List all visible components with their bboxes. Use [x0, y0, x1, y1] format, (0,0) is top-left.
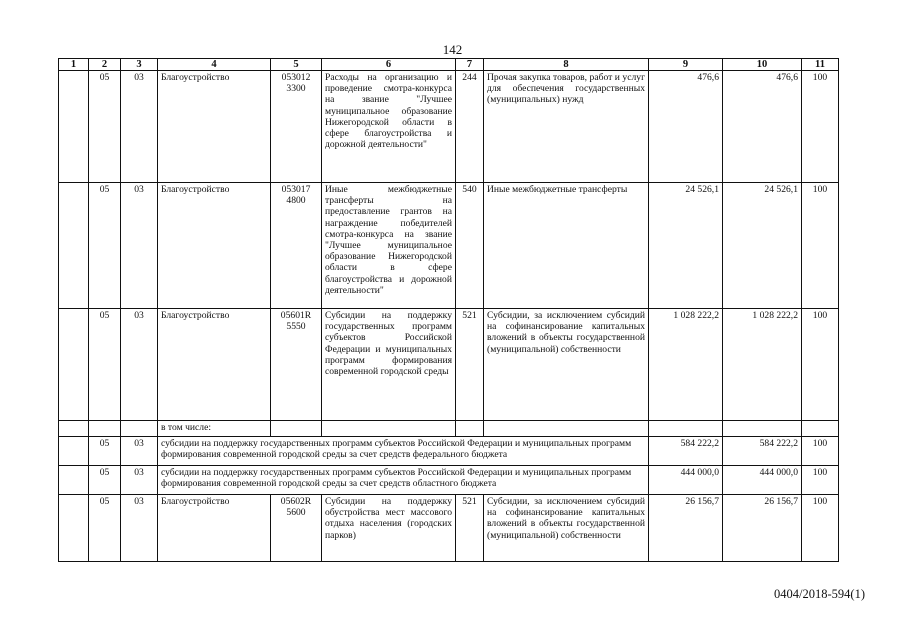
- cell-section: 05: [89, 466, 121, 495]
- cell-target-description: Субсидии на поддержку обустройства мест массового отдыха населения (городских парков): [322, 495, 456, 562]
- cell-actual-amount: 1 028 222,2: [723, 309, 802, 421]
- cell-empty: [649, 421, 723, 437]
- cell-empty: [802, 421, 839, 437]
- table-row: [59, 71, 839, 183]
- cell-plan-amount: 476,6: [649, 71, 723, 183]
- cell-percent: 100: [802, 183, 839, 309]
- cell-actual-amount: 26 156,7: [723, 495, 802, 562]
- cell-actual-amount: 476,6: [723, 71, 802, 183]
- cell-actual-amount: 584 222,2: [723, 437, 802, 466]
- column-header-5: 5: [271, 59, 322, 71]
- cell-percent: 100: [802, 495, 839, 562]
- cell-section: 05: [89, 437, 121, 466]
- cell-name: Благоустройство: [158, 309, 271, 421]
- subsidy-description: субсидии на поддержку государственных программ субъектов Российской Федерации и муниципальных программ формирования современной городской среды за счет средств областного бюджета: [158, 466, 649, 495]
- cell-percent: 100: [802, 71, 839, 183]
- cell-empty: [456, 421, 484, 437]
- cell-empty: [89, 421, 121, 437]
- column-header-7: 7: [456, 59, 484, 71]
- document-code: 0404/2018-594(1): [774, 587, 865, 601]
- cell-expense-code: 244: [456, 71, 484, 183]
- cell-expense-code: 521: [456, 309, 484, 421]
- cell-subsection: 03: [121, 309, 158, 421]
- cell-empty: [59, 437, 89, 466]
- table-row: [59, 309, 839, 421]
- cell-empty: [121, 421, 158, 437]
- cell-subsection: 03: [121, 183, 158, 309]
- cell-name: Благоустройство: [158, 183, 271, 309]
- cell-empty: [59, 421, 89, 437]
- column-header-10: 10: [723, 59, 802, 71]
- including-row: [59, 421, 839, 437]
- cell-target-code: 053012 3300: [271, 71, 322, 183]
- cell-plan-amount: 24 526,1: [649, 183, 723, 309]
- cell-target-code: 053017 4800: [271, 183, 322, 309]
- cell-plan-amount: 26 156,7: [649, 495, 723, 562]
- cell-expense-description: Субсидии, за исключением субсидий на софинансирование капитальных вложений в объекты государственной (муниципальной) собственности: [484, 309, 649, 421]
- cell-plan-amount: 1 028 222,2: [649, 309, 723, 421]
- cell-empty: [484, 421, 649, 437]
- table-row: [59, 183, 839, 309]
- cell-empty: [271, 421, 322, 437]
- cell-plan-amount: 444 000,0: [649, 466, 723, 495]
- cell-empty: [59, 466, 89, 495]
- cell-subsection: 03: [121, 466, 158, 495]
- cell-percent: 100: [802, 437, 839, 466]
- subsidy-subrow: [59, 437, 839, 466]
- column-header-2: 2: [89, 59, 121, 71]
- subsidy-description: субсидии на поддержку государственных программ субъектов Российской Федерации и муниципальных программ формирования современной городской среды за счет средств федерального бюджета: [158, 437, 649, 466]
- cell-col1: [59, 495, 89, 562]
- cell-section: 05: [89, 183, 121, 309]
- cell-empty: [322, 421, 456, 437]
- column-header-6: 6: [322, 59, 456, 71]
- column-header-8: 8: [484, 59, 649, 71]
- cell-expense-description: Субсидии, за исключением субсидий на софинансирование капитальных вложений в объекты государственной (муниципальной) собственности: [484, 495, 649, 562]
- cell-name: Благоустройство: [158, 495, 271, 562]
- subsidy-subrow: [59, 466, 839, 495]
- cell-section: 05: [89, 495, 121, 562]
- cell-percent: 100: [802, 309, 839, 421]
- page-number: 142: [442, 42, 463, 57]
- cell-actual-amount: 24 526,1: [723, 183, 802, 309]
- column-header-11: 11: [802, 59, 839, 71]
- cell-name: Благоустройство: [158, 71, 271, 183]
- cell-target-code: 05602R 5600: [271, 495, 322, 562]
- cell-expense-description: Иные межбюджетные трансферты: [484, 183, 649, 309]
- column-header-4: 4: [158, 59, 271, 71]
- cell-target-code: 05601R 5550: [271, 309, 322, 421]
- budget-table: [58, 58, 839, 562]
- column-header-1: 1: [59, 59, 89, 71]
- cell-actual-amount: 444 000,0: [723, 466, 802, 495]
- cell-col1: [59, 71, 89, 183]
- cell-expense-description: Прочая закупка товаров, работ и услуг для обеспечения государственных (муниципальных) нужд: [484, 71, 649, 183]
- cell-col1: [59, 183, 89, 309]
- column-header-3: 3: [121, 59, 158, 71]
- cell-subsection: 03: [121, 437, 158, 466]
- cell-section: 05: [89, 309, 121, 421]
- column-header-9: 9: [649, 59, 723, 71]
- table-row: [59, 495, 839, 562]
- cell-plan-amount: 584 222,2: [649, 437, 723, 466]
- cell-target-description: Субсидии на поддержку государственных программ субъектов Российской Федерации и муниципальных программ формирования современной городской среды: [322, 309, 456, 421]
- cell-expense-code: 521: [456, 495, 484, 562]
- header-row: [59, 59, 839, 71]
- cell-subsection: 03: [121, 495, 158, 562]
- cell-expense-code: 540: [456, 183, 484, 309]
- cell-target-description: Иные межбюджетные трансферты на предоставление грантов на награждение победителей смотра-конкурса на звание "Лучшее муниципальное образование Нижегородской области в сфере благоустройства и дорожной деятельности": [322, 183, 456, 309]
- cell-percent: 100: [802, 466, 839, 495]
- cell-col1: [59, 309, 89, 421]
- cell-empty: [723, 421, 802, 437]
- including-label: в том числе:: [158, 421, 271, 437]
- cell-section: 05: [89, 71, 121, 183]
- cell-subsection: 03: [121, 71, 158, 183]
- cell-target-description: Расходы на организацию и проведение смотра-конкурса на звание "Лучшее муниципальное образование Нижегородской области в сфере благоустройства и дорожной деятельности": [322, 71, 456, 183]
